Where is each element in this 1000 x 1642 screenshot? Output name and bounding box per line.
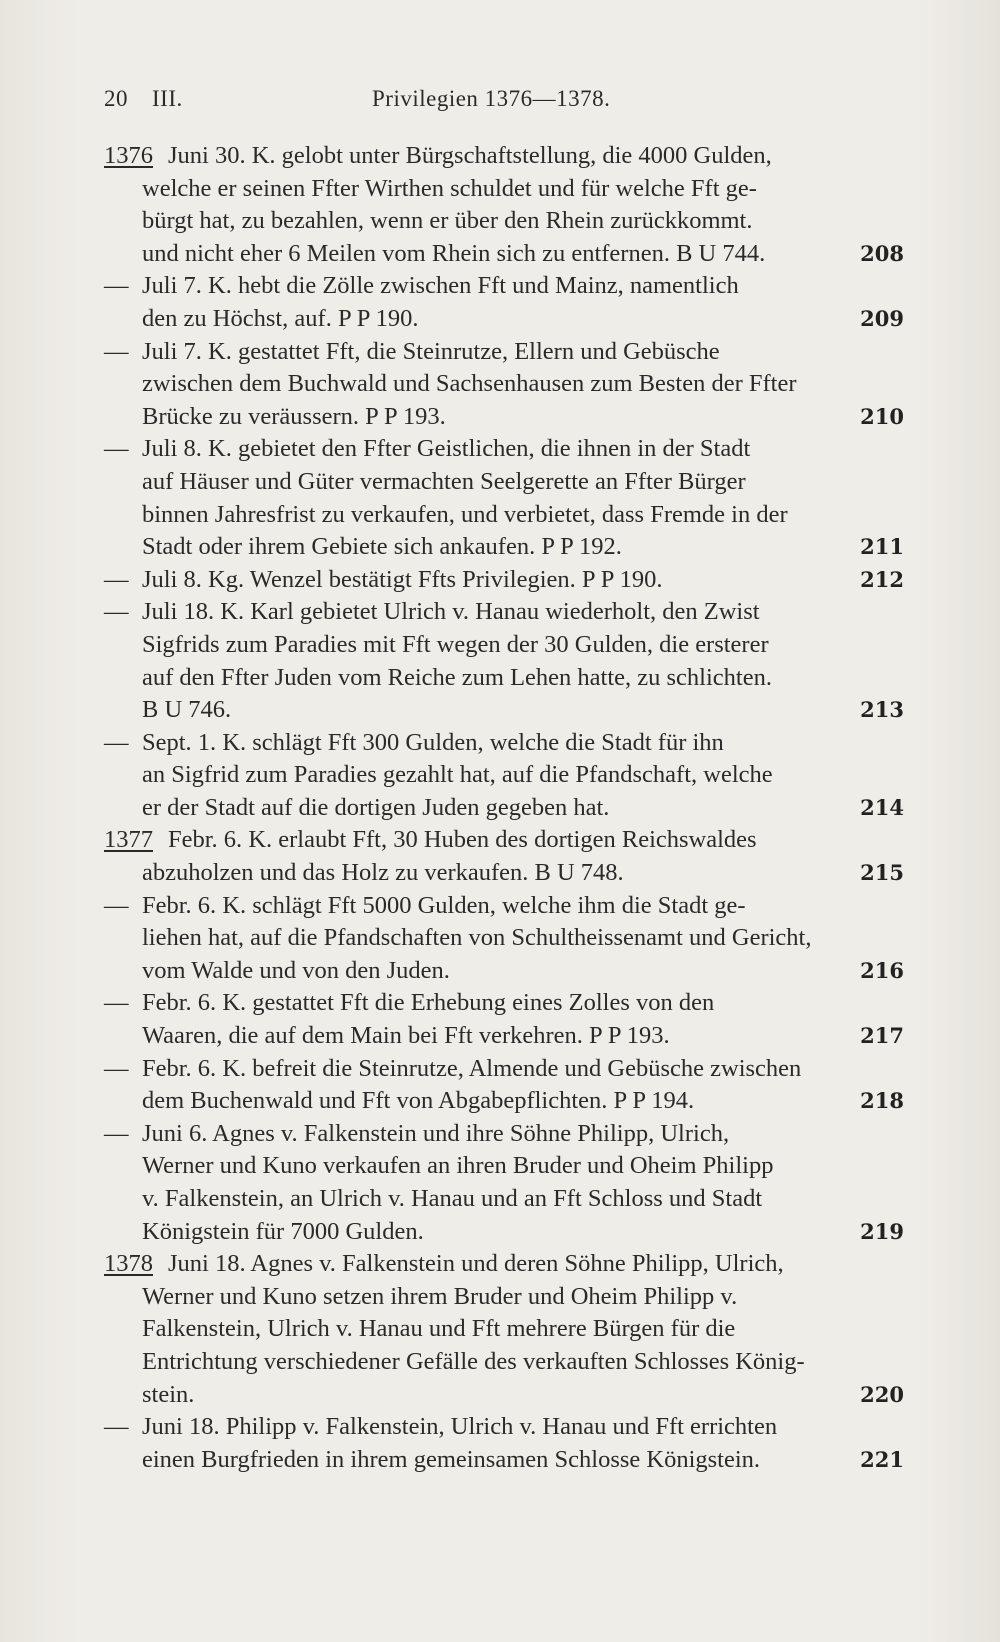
entry-continuation-line: [104, 173, 904, 206]
entry-text: B U 746.: [142, 696, 232, 724]
entry-number: 208: [860, 240, 904, 266]
entry-first-line: [104, 987, 904, 1020]
entry-continuation-line: [104, 629, 904, 662]
entry-text: und nicht eher 6 Meilen vom Rhein sich zu entfernen. B U 744.: [142, 239, 766, 267]
entry-number: 220: [860, 1381, 904, 1407]
entry-dash: —: [104, 1119, 129, 1147]
regest-entry: [104, 890, 904, 988]
entry-number: 211: [860, 534, 904, 560]
entry-date: Juli 7.: [142, 272, 209, 300]
entry-continuation-line: [104, 1085, 904, 1118]
entry-dash: —: [104, 891, 129, 919]
entry-continuation-line: [104, 205, 904, 238]
entry-date: Juli 8.: [142, 435, 209, 463]
entry-text: Kg. Wenzel bestätigt Ffts Privilegien. P P 190.: [208, 565, 663, 593]
entry-first-line: [104, 727, 904, 760]
entry-continuation-line: [104, 955, 904, 988]
entry-text: K. Karl gebietet Ulrich v. Hanau wiederholt, den Zwist: [220, 598, 760, 626]
entry-continuation-line: [104, 694, 904, 727]
entry-dash: —: [104, 598, 129, 626]
entry-number: 221: [860, 1446, 904, 1472]
entry-text: K. gebietet den Ffter Geistlichen, die ihnen in der Stadt: [208, 435, 751, 463]
entry-text: K. schlägt Fft 5000 Gulden, welche ihm die Stadt ge-: [222, 891, 746, 919]
entry-text: K. erlaubt Fft, 30 Huben des dortigen Reichswaldes: [248, 826, 757, 854]
entry-dash: —: [104, 989, 129, 1017]
entry-continuation-line: [104, 531, 904, 564]
entry-date: Juni 18.: [168, 1250, 251, 1278]
entry-date: Juni 30.: [168, 142, 252, 169]
entry-first-line: [104, 1411, 904, 1444]
entry-continuation-line: [104, 792, 904, 825]
entry-continuation-line: [104, 303, 904, 336]
entry-date: Juli 8.: [142, 565, 209, 593]
entry-number: 213: [860, 697, 904, 723]
entry-continuation-line: [104, 466, 904, 499]
entry-number: 216: [860, 957, 904, 983]
entry-text: Entrichtung verschiedener Gefälle des verkauften Schlosses König-: [142, 1347, 805, 1375]
entry-text: auf Häuser und Güter vermachten Seelgerette an Ffter Bürger: [142, 467, 746, 495]
entry-continuation-line: [104, 1150, 904, 1183]
regest-entry: [104, 824, 904, 889]
entry-text: Agnes v. Falkenstein und ihre Söhne Philipp, Ulrich,: [212, 1119, 730, 1147]
entry-text: v. Falkenstein, an Ulrich v. Hanau und an Fft Schloss und Stadt: [142, 1185, 763, 1212]
entry-first-line: [104, 1118, 904, 1151]
entry-number: 212: [860, 566, 904, 592]
entry-text: Stadt oder ihrem Gebiete sich ankaufen. P P 192.: [142, 533, 622, 561]
regesta-list: [104, 140, 904, 1476]
entry-year: 1377: [104, 826, 153, 854]
entry-text: einen Burgfrieden in ihrem gemeinsamen Schlosse Königstein.: [142, 1445, 761, 1473]
entry-text: Sigfrids zum Paradies mit Fft wegen der 30 Gulden, die ersterer: [142, 630, 769, 658]
entry-number: 219: [860, 1218, 904, 1244]
entry-dash: —: [104, 337, 129, 365]
entry-continuation-line: [104, 1183, 904, 1216]
entry-continuation-line: [104, 759, 904, 792]
entry-number: 217: [860, 1023, 904, 1049]
entry-continuation-line: [104, 1444, 904, 1477]
entry-text: Falkenstein, Ulrich v. Hanau und Fft mehrere Bürgen für die: [142, 1315, 736, 1343]
entry-continuation-line: [104, 1379, 904, 1412]
entry-text: K. gestattet Fft die Erhebung eines Zolles von den: [222, 989, 715, 1017]
regest-entry: [104, 140, 904, 270]
entry-text: stein.: [142, 1380, 195, 1408]
regest-entry: [104, 1411, 904, 1476]
entry-text: K. schlägt Fft 300 Gulden, welche die Stadt für ihn: [222, 728, 724, 756]
entry-first-line: [104, 270, 904, 303]
entry-number: 214: [860, 794, 904, 820]
entry-text: den zu Höchst, auf. P P 190.: [142, 304, 419, 332]
page-number: 20: [104, 86, 128, 111]
entry-text: auf den Ffter Juden vom Reiche zum Lehen hatte, zu schlichten.: [142, 663, 772, 691]
entry-continuation-line: [104, 1281, 904, 1314]
entry-number: 215: [860, 860, 904, 886]
entry-dash: —: [104, 272, 129, 300]
entry-text: Königstein für 7000 Gulden.: [142, 1217, 424, 1245]
regest-entry: [104, 596, 904, 726]
entry-text: abzuholzen und das Holz zu verkaufen. B U 748.: [142, 859, 624, 887]
entry-continuation-line: [104, 1216, 904, 1249]
entry-continuation-line: [104, 662, 904, 695]
entry-first-line: [104, 824, 904, 857]
entry-dash: —: [104, 1054, 129, 1082]
regest-entry: [104, 727, 904, 825]
entry-year: 1376: [104, 142, 153, 169]
entry-text: dem Buchenwald und Fft von Abgabepflichten. P P 194.: [142, 1087, 695, 1115]
entry-dash: —: [104, 435, 129, 463]
entry-first-line: [104, 140, 904, 173]
page-title: Privilegien 1376—1378.: [372, 86, 611, 111]
entry-number: 209: [860, 305, 904, 331]
entry-text: bürgt hat, zu bezahlen, wenn er über den Rhein zurückkommt.: [142, 207, 753, 235]
regest-entry: [104, 1248, 904, 1411]
entry-dash: —: [104, 1413, 129, 1441]
entry-continuation-line: [104, 499, 904, 532]
entry-text: liehen hat, auf die Pfandschaften von Schultheissenamt und Gericht,: [142, 924, 812, 952]
entry-first-line: [104, 890, 904, 923]
entry-continuation-line: [104, 1313, 904, 1346]
entry-continuation-line: [104, 857, 904, 890]
entry-number: 210: [860, 403, 904, 429]
entry-date: Sept. 1.: [142, 728, 223, 756]
entry-continuation-line: [104, 1020, 904, 1053]
entry-date: Juli 7.: [142, 337, 209, 365]
entry-dash: —: [104, 728, 129, 756]
regest-entry: [104, 564, 904, 597]
entry-continuation-line: [104, 401, 904, 434]
regest-entry: [104, 270, 904, 335]
regest-entry: [104, 987, 904, 1052]
entry-continuation-line: [104, 368, 904, 401]
entry-date: Juli 18.: [142, 598, 221, 626]
entry-first-line: [104, 336, 904, 369]
entry-first-line: [104, 564, 904, 597]
entry-first-line: [104, 433, 904, 466]
entry-text: vom Walde und von den Juden.: [142, 956, 450, 984]
entry-text: binnen Jahresfrist zu verkaufen, und verbietet, dass Fremde in der: [142, 500, 788, 528]
chapter-number: III.: [152, 86, 183, 111]
entry-text: K. gestattet Fft, die Steinrutze, Ellern und Gebüsche: [208, 337, 720, 365]
entry-text: K. gelobt unter Bürgschaftstellung, die 4000 Gulden,: [251, 142, 772, 169]
entry-text: zwischen dem Buchwald und Sachsenhausen zum Besten der Ffter: [142, 370, 797, 398]
running-header: [104, 86, 904, 116]
entry-first-line: [104, 1248, 904, 1281]
entry-continuation-line: [104, 922, 904, 955]
entry-text: Waaren, die auf dem Main bei Fft verkehren. P P 193.: [142, 1022, 670, 1050]
entry-dash: —: [104, 565, 129, 593]
regest-entry: [104, 336, 904, 434]
entry-continuation-line: [104, 1346, 904, 1379]
entry-first-line: [104, 1053, 904, 1086]
entry-date: Febr. 6.: [142, 1054, 223, 1082]
entry-date: Febr. 6.: [168, 826, 249, 854]
entry-date: Febr. 6.: [142, 989, 223, 1017]
entry-text: Werner und Kuno setzen ihrem Bruder und Oheim Philipp v.: [142, 1282, 738, 1310]
entry-text: Philipp v. Falkenstein, Ulrich v. Hanau und Fft errichten: [225, 1413, 778, 1441]
entry-text: Brücke zu veräussern. P P 193.: [142, 402, 446, 430]
entry-text: welche er seinen Ffter Wirthen schuldet und für welche Fft ge-: [142, 174, 757, 202]
entry-first-line: [104, 596, 904, 629]
entry-date: Juni 18.: [142, 1413, 226, 1441]
entry-text: Werner und Kuno verkaufen an ihren Bruder und Oheim Philipp: [142, 1152, 774, 1180]
entry-year: 1378: [104, 1250, 153, 1278]
entry-text: Agnes v. Falkenstein und deren Söhne Philipp, Ulrich,: [250, 1250, 784, 1278]
entry-date: Juni 6.: [142, 1119, 213, 1147]
regest-entry: [104, 433, 904, 563]
entry-date: Febr. 6.: [142, 891, 223, 919]
entry-text: K. hebt die Zölle zwischen Fft und Mainz, namentlich: [208, 272, 739, 300]
entry-text: an Sigfrid zum Paradies gezahlt hat, auf die Pfandschaft, welche: [142, 761, 773, 789]
regest-entry: [104, 1053, 904, 1118]
entry-text: er der Stadt auf die dortigen Juden gegeben hat.: [142, 793, 610, 821]
entry-text: K. befreit die Steinrutze, Almende und Gebüsche zwischen: [222, 1054, 802, 1082]
entry-number: 218: [860, 1088, 904, 1114]
entry-continuation-line: [104, 238, 904, 271]
regest-entry: [104, 1118, 904, 1248]
